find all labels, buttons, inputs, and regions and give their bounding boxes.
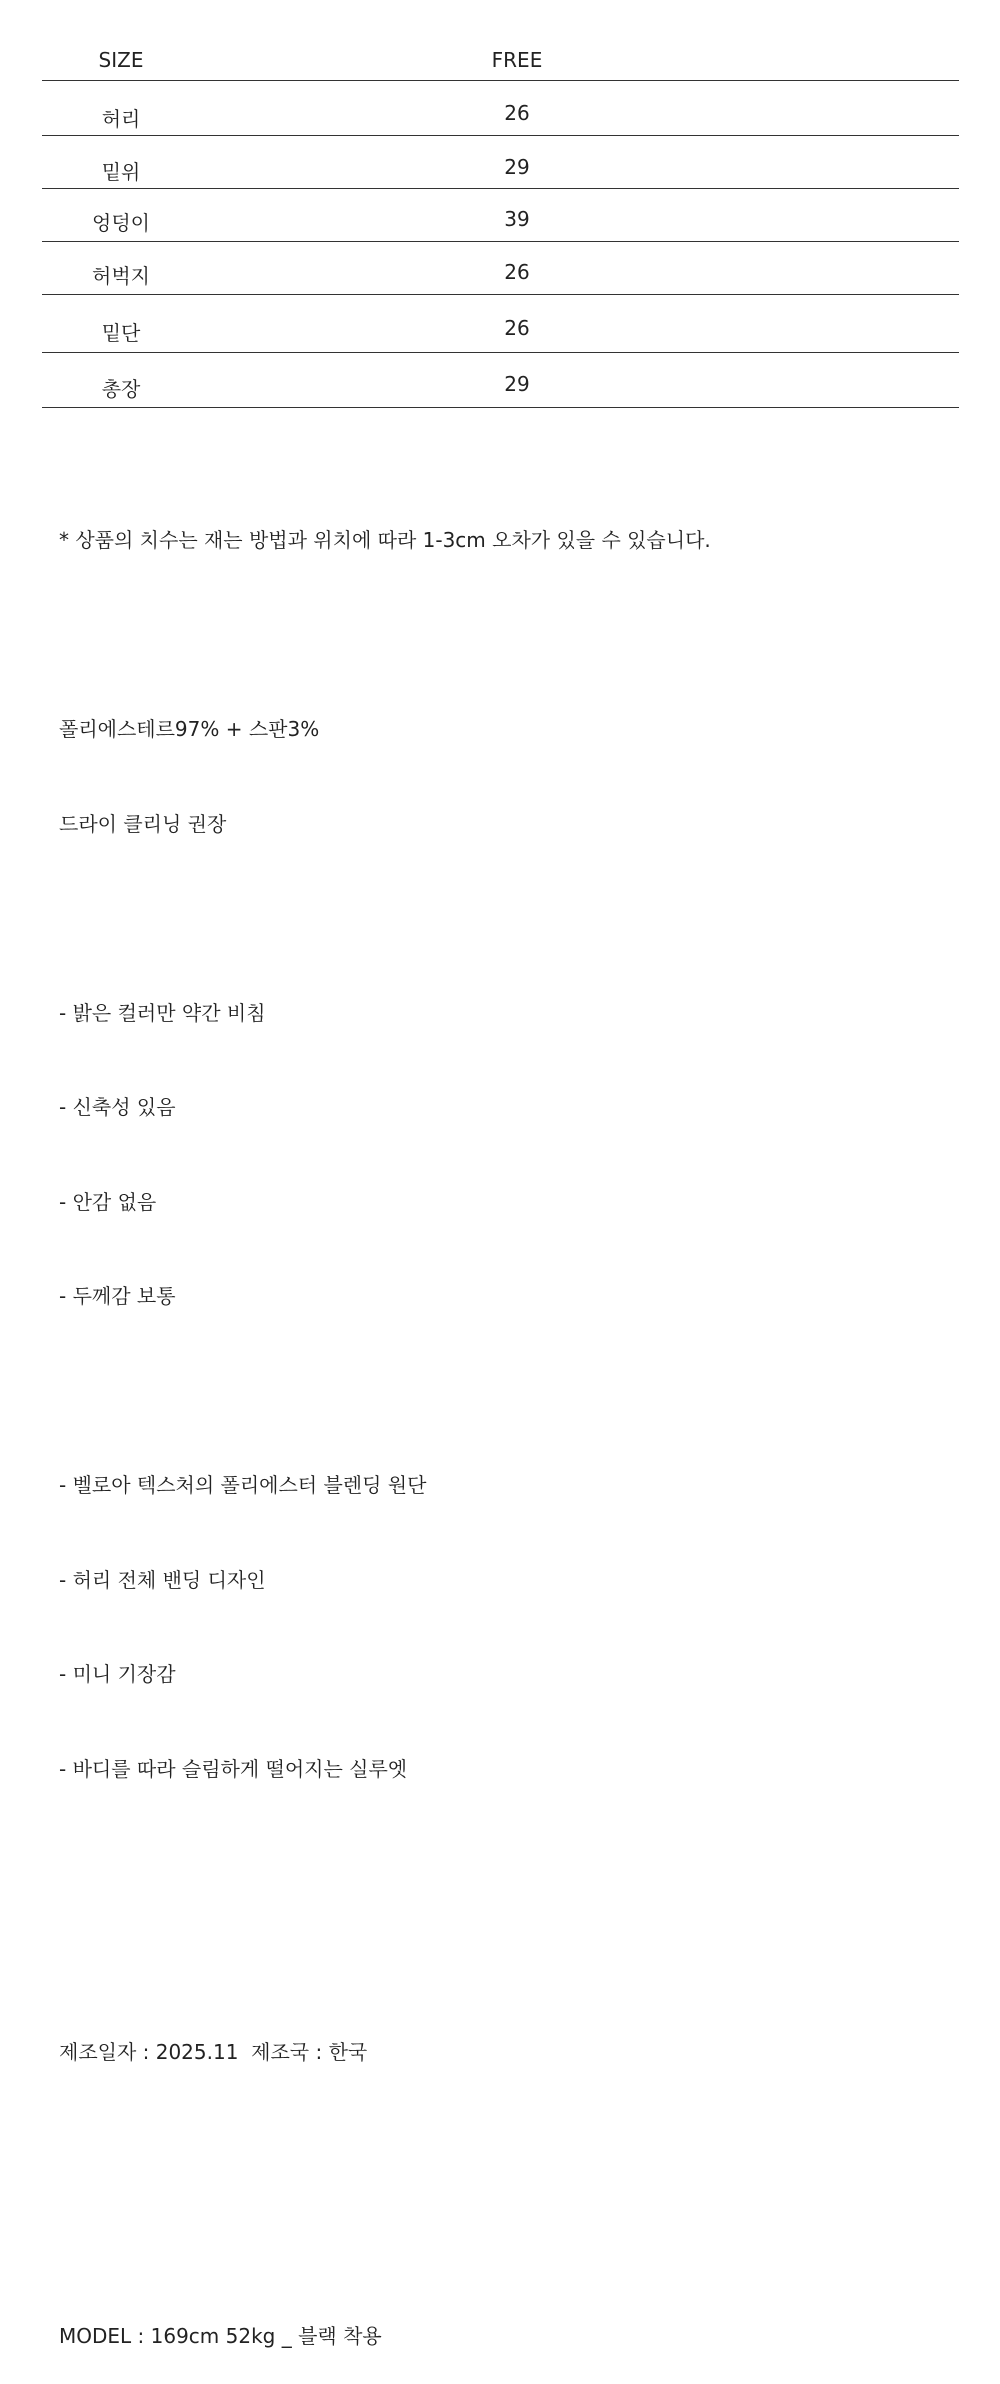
list-item: - 신축성 있음 xyxy=(59,1095,176,1119)
list-item: - 허리 전체 밴딩 디자인 xyxy=(59,1567,266,1592)
table-row xyxy=(42,189,959,242)
row-label: 총장 xyxy=(101,377,141,401)
list-item: - 안감 없음 xyxy=(59,1189,157,1214)
model-info: MODEL : 169cm 52kg _ 블랙 착용 xyxy=(59,2323,382,2348)
row-value: 26 xyxy=(504,101,530,125)
list-item: - 미니 기장감 xyxy=(59,1662,176,1686)
table-row xyxy=(42,136,959,189)
row-value: 26 xyxy=(504,260,530,284)
list-item: - 두께감 보통 xyxy=(59,1284,176,1308)
product-notes xyxy=(59,462,711,2384)
table-row xyxy=(42,81,959,136)
fabric-composition: 폴리에스테르97% + 스판3% xyxy=(59,717,320,741)
size-header-label: SIZE xyxy=(98,48,144,72)
manufacture-info: 제조일자 : 2025.11 제조국 : 한국 xyxy=(59,2040,368,2064)
row-label: 허벅지 xyxy=(92,264,150,288)
care-instruction: 드라이 클리닝 권장 xyxy=(59,811,227,836)
size-header-value: FREE xyxy=(491,48,543,72)
table-row xyxy=(42,295,959,353)
measurement-disclaimer: * 상품의 치수는 재는 방법과 위치에 따라 1-3cm 오차가 있을 수 있습니다. xyxy=(59,528,711,552)
size-table xyxy=(42,40,959,408)
list-item: - 벨로아 텍스처의 폴리에스터 블렌딩 원단 xyxy=(59,1473,427,1497)
row-value: 26 xyxy=(504,316,530,340)
table-row xyxy=(42,353,959,408)
row-value: 29 xyxy=(504,155,530,179)
size-table-header xyxy=(42,40,959,81)
row-label: 밑위 xyxy=(101,160,141,184)
row-label: 엉덩이 xyxy=(92,211,150,235)
row-value: 39 xyxy=(504,207,530,231)
row-label: 허리 xyxy=(101,107,141,131)
row-value: 29 xyxy=(504,372,530,396)
row-label: 밑단 xyxy=(101,321,141,345)
table-row xyxy=(42,242,959,295)
list-item: - 바디를 따라 슬림하게 떨어지는 실루엣 xyxy=(59,1756,408,1781)
list-item: - 밝은 컬러만 약간 비침 xyxy=(59,1000,266,1025)
